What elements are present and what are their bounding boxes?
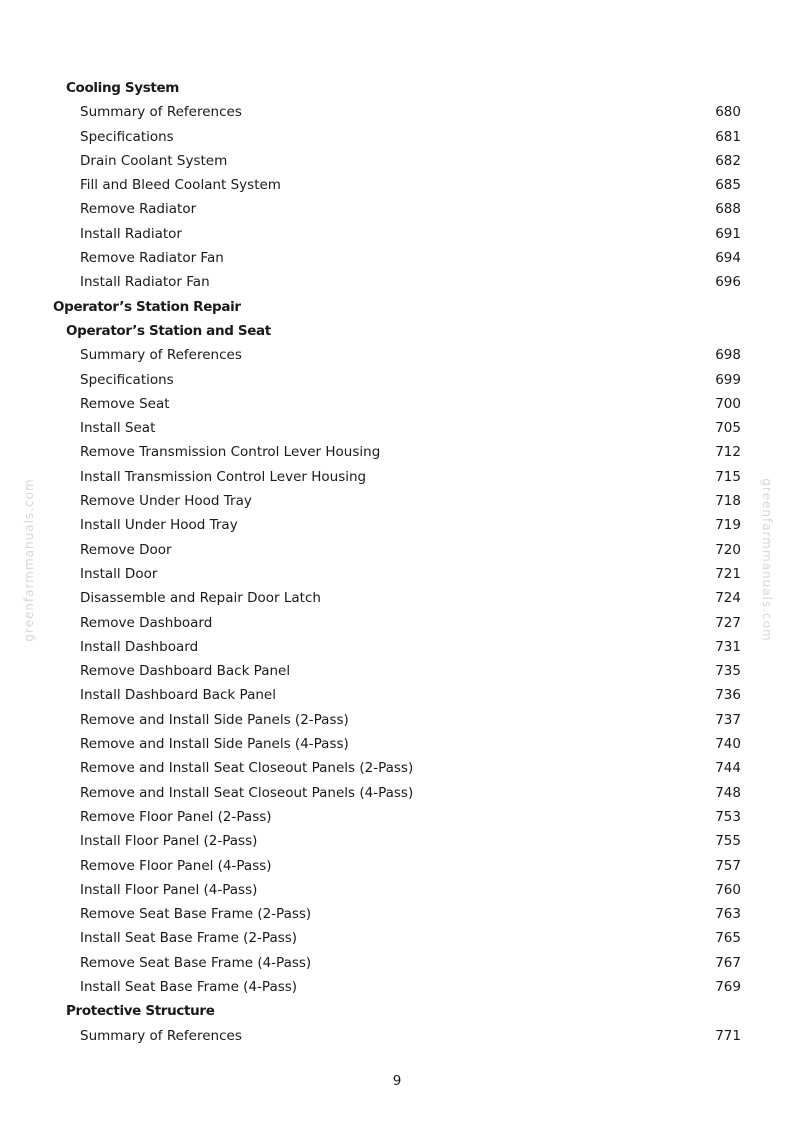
toc-entry-title: Remove Transmission Control Lever Housing	[80, 444, 381, 461]
toc-entry-page-number: 682	[715, 152, 741, 169]
toc-entry-title: Install Radiator Fan	[80, 274, 210, 291]
toc-entry-page-number: 705	[715, 420, 741, 437]
toc-entry-title: Install Floor Panel (4-Pass)	[80, 881, 258, 898]
toc-entry-page-number: 724	[715, 590, 741, 607]
toc-entry[interactable]	[0, 270, 794, 294]
toc-entry[interactable]	[0, 1024, 794, 1048]
toc-entry-page-number: 685	[715, 177, 741, 194]
toc-entry-title: Install Dashboard	[80, 638, 199, 655]
toc-entry[interactable]	[0, 513, 794, 537]
toc-entry-title: Remove Radiator Fan	[80, 250, 224, 267]
toc-entry[interactable]	[0, 902, 794, 926]
toc-entry-page-number: 694	[715, 250, 741, 267]
toc-entry[interactable]	[0, 149, 794, 173]
toc-entry-page-number: 769	[715, 978, 741, 995]
toc-entry[interactable]	[0, 975, 794, 999]
toc-entry-page-number: 744	[715, 760, 741, 777]
toc-entry[interactable]	[0, 246, 794, 270]
toc-entry[interactable]	[0, 416, 794, 440]
toc-entry-title: Remove Seat	[80, 395, 170, 412]
page-number: 9	[392, 1073, 402, 1089]
toc-entry-title: Remove Dashboard Back Panel	[80, 663, 291, 680]
toc-entry-page-number: 718	[715, 493, 741, 510]
toc-entry[interactable]	[0, 878, 794, 902]
toc-entry-page-number: 765	[715, 930, 741, 947]
toc-entry[interactable]	[0, 222, 794, 246]
toc-entry-page-number: 680	[715, 104, 741, 121]
toc-entry-title: Remove and Install Side Panels (2-Pass)	[80, 711, 349, 728]
toc-entry-title: Install Seat Base Frame (4-Pass)	[80, 978, 298, 995]
toc-entry-page-number: 681	[715, 128, 741, 145]
toc-entry-page-number: 755	[715, 833, 741, 850]
toc-entry[interactable]	[0, 659, 794, 683]
toc-entry[interactable]	[0, 392, 794, 416]
toc-entry-title: Install Door	[80, 565, 158, 582]
toc-entry[interactable]	[0, 781, 794, 805]
toc-entry-page-number: 763	[715, 906, 741, 923]
toc-entry-title: Remove and Install Seat Closeout Panels (4-Pass)	[80, 784, 414, 801]
toc-entry-title: Install Transmission Control Lever Housing	[80, 468, 367, 485]
toc-entry-title: Operator’s Station and Seat	[66, 322, 271, 339]
toc-entry-page-number: 767	[715, 954, 741, 971]
toc-entry-title: Specifications	[80, 371, 174, 388]
toc-entry-title: Remove Floor Panel (2-Pass)	[80, 808, 272, 825]
toc-entry-page-number: 731	[715, 638, 741, 655]
toc-entry[interactable]	[0, 586, 794, 610]
toc-entry-page-number: 691	[715, 225, 741, 242]
toc-entry-title: Fill and Bleed Coolant System	[80, 177, 281, 194]
toc-entry-page-number: 748	[715, 784, 741, 801]
toc-entry[interactable]	[0, 829, 794, 853]
toc-entry-page-number: 698	[715, 347, 741, 364]
toc-entry-title: Install Radiator	[80, 225, 182, 242]
toc-entry-title: Install Floor Panel (2-Pass)	[80, 833, 258, 850]
toc-entry-title: Remove and Install Seat Closeout Panels (2-Pass)	[80, 760, 414, 777]
toc-entry-page-number: 753	[715, 808, 741, 825]
toc-entry[interactable]	[0, 100, 794, 124]
toc-entry[interactable]	[0, 926, 794, 950]
toc-entry-page-number: 757	[715, 857, 741, 874]
toc-section-heading[interactable]	[0, 319, 794, 343]
toc-entry[interactable]	[0, 489, 794, 513]
toc-entry[interactable]	[0, 173, 794, 197]
toc-entry-title: Summary of References	[80, 347, 242, 364]
toc-entry[interactable]	[0, 125, 794, 149]
toc-entry-page-number: 727	[715, 614, 741, 631]
toc-entry[interactable]	[0, 708, 794, 732]
toc-entry-page-number: 715	[715, 468, 741, 485]
toc-entry[interactable]	[0, 562, 794, 586]
toc-section-heading[interactable]	[0, 999, 794, 1023]
toc-entry-title: Protective Structure	[66, 1003, 215, 1020]
toc-entry-title: Install Dashboard Back Panel	[80, 687, 276, 704]
toc-entry-title: Install Under Hood Tray	[80, 517, 238, 534]
toc-entry-title: Disassemble and Repair Door Latch	[80, 590, 321, 607]
toc-entry-page-number: 740	[715, 736, 741, 753]
toc-entry-title: Remove Door	[80, 541, 172, 558]
toc-entry[interactable]	[0, 756, 794, 780]
toc-entry-page-number: 719	[715, 517, 741, 534]
toc-section-heading[interactable]	[0, 295, 794, 319]
toc-entry-title: Install Seat	[80, 420, 156, 437]
toc-entry-page-number: 700	[715, 395, 741, 412]
toc-entry-title: Summary of References	[80, 104, 242, 121]
toc-entry[interactable]	[0, 854, 794, 878]
toc-entry-title: Remove Seat Base Frame (2-Pass)	[80, 906, 312, 923]
toc-entry-title: Remove Dashboard	[80, 614, 213, 631]
toc-entry[interactable]	[0, 197, 794, 221]
toc-entry[interactable]	[0, 635, 794, 659]
toc-entry[interactable]	[0, 611, 794, 635]
toc-entry-page-number: 760	[715, 881, 741, 898]
toc-section-heading[interactable]	[0, 76, 794, 100]
toc-entry-title: Drain Coolant System	[80, 152, 228, 169]
toc-entry[interactable]	[0, 440, 794, 464]
toc-entry-title: Specifications	[80, 128, 174, 145]
toc-entry-page-number: 712	[715, 444, 741, 461]
toc-entry-title: Remove Floor Panel (4-Pass)	[80, 857, 272, 874]
toc-entry-title: Summary of References	[80, 1027, 242, 1044]
toc-entry[interactable]	[0, 951, 794, 975]
toc-entry-title: Remove and Install Side Panels (4-Pass)	[80, 736, 349, 753]
toc-entry-page-number: 735	[715, 663, 741, 680]
toc-entry[interactable]	[0, 343, 794, 367]
toc-entry-page-number: 771	[715, 1027, 741, 1044]
watermark-left: greenfarmmanuals.com	[22, 478, 36, 642]
table-of-contents	[0, 76, 794, 1048]
toc-entry-page-number: 699	[715, 371, 741, 388]
toc-entry-title: Remove Seat Base Frame (4-Pass)	[80, 954, 312, 971]
toc-entry[interactable]	[0, 732, 794, 756]
toc-entry-page-number: 688	[715, 201, 741, 218]
toc-entry[interactable]	[0, 465, 794, 489]
toc-entry-title: Install Seat Base Frame (2-Pass)	[80, 930, 298, 947]
toc-entry-page-number: 736	[715, 687, 741, 704]
toc-entry[interactable]	[0, 683, 794, 707]
toc-entry[interactable]	[0, 805, 794, 829]
toc-entry[interactable]	[0, 538, 794, 562]
toc-entry-title: Operator’s Station Repair	[53, 298, 241, 315]
toc-entry-page-number: 737	[715, 711, 741, 728]
toc-entry-page-number: 721	[715, 565, 741, 582]
watermark-right: greenfarmmanuals.com	[760, 478, 774, 642]
toc-entry-page-number: 696	[715, 274, 741, 291]
toc-entry-page-number: 720	[715, 541, 741, 558]
toc-entry-title: Remove Radiator	[80, 201, 197, 218]
toc-entry-title: Remove Under Hood Tray	[80, 493, 252, 510]
toc-entry-title: Cooling System	[66, 80, 180, 96]
toc-entry[interactable]	[0, 368, 794, 392]
